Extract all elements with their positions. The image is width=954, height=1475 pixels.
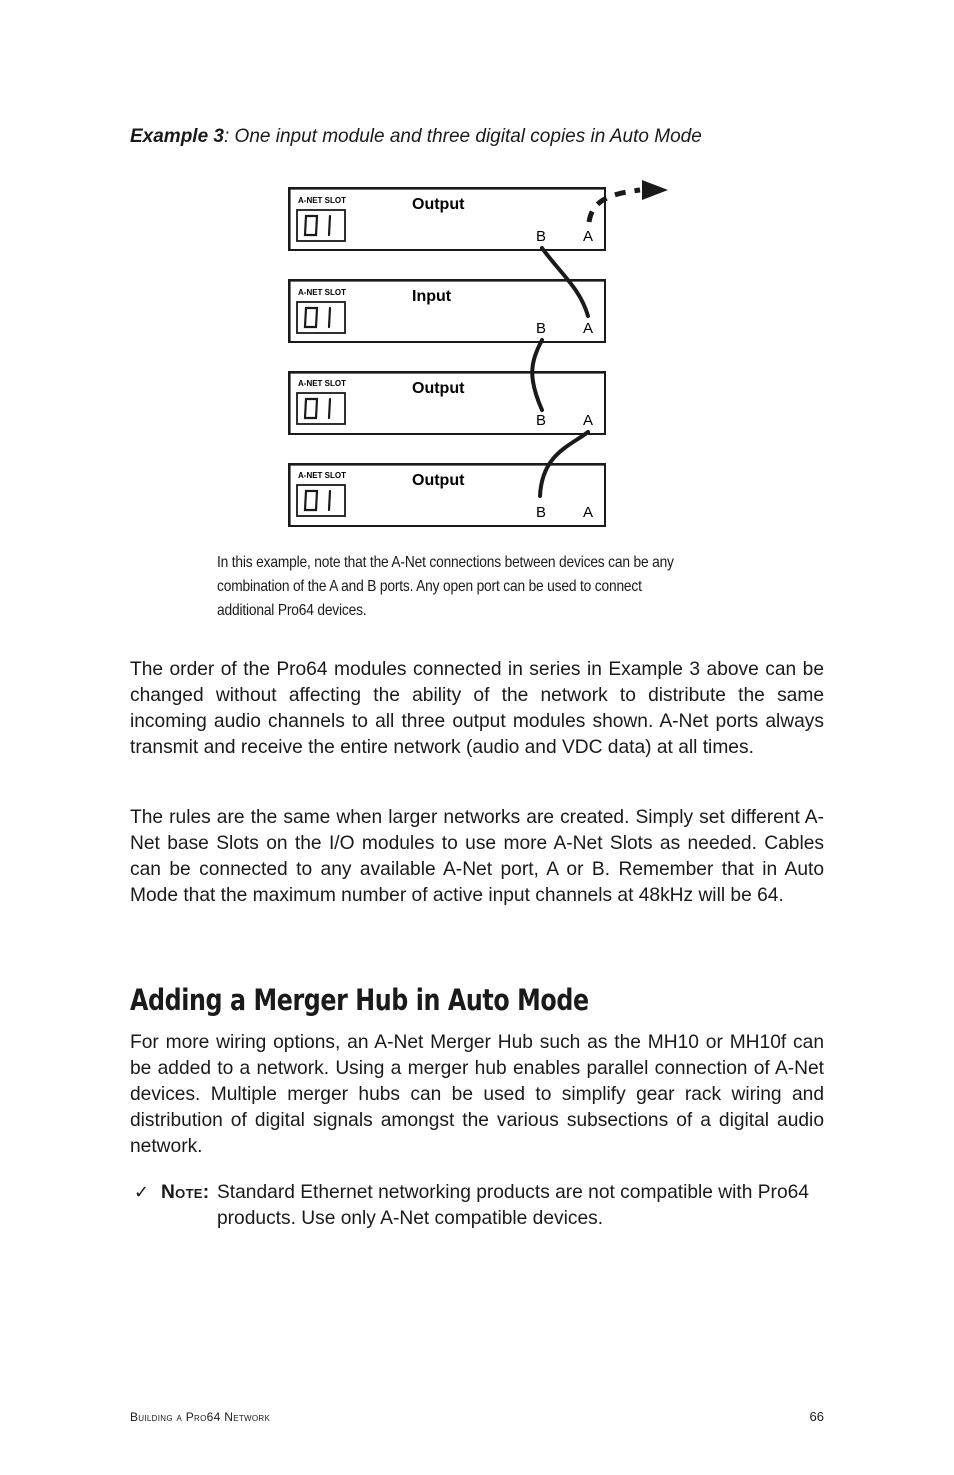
port-b-label: B [536, 228, 547, 245]
example-description: : One input module and three digital copies in Auto Mode [224, 126, 702, 147]
port-b-label: B [536, 412, 547, 429]
port-a-label: A [583, 412, 594, 429]
port-a-label: A [583, 504, 594, 521]
slot-label: A-NET SLOT [298, 379, 346, 388]
module-type-label: Input [412, 288, 452, 305]
module-2 [289, 280, 605, 342]
figure-caption [130, 126, 850, 148]
port-a-label: A [583, 320, 594, 337]
footer-section-title: Building a Pro64 Network [130, 1410, 271, 1424]
anet-connection-diagram [280, 178, 680, 534]
check-icon: ✓ [134, 1182, 150, 1203]
module-4 [289, 464, 605, 526]
body-paragraph-1: The order of the Pro64 modules connected in series in Example 3 above can be changed without affecting the ability of the network to distribute the same incoming audio channels to all three output modules shown. A-Net ports always transmit and receive the entire network (audio and VDC data) at all times. [130, 659, 824, 758]
module-3 [289, 372, 605, 434]
slot-label: A-NET SLOT [298, 288, 346, 297]
module-type-label: Output [412, 472, 465, 489]
section-paragraph: For more wiring options, an A-Net Merger Hub such as the MH10 or MH10f can be added to a network. Using a merger hub enables parallel connection of A-Net devices. Multiple merger hubs can be used to simplify gear rack wiring and distribution of digital signals amongst the various subsections of a digital audio network. [130, 1032, 824, 1157]
module-1 [289, 188, 605, 250]
arrow-head-icon [642, 180, 668, 200]
body-paragraph-2: The rules are the same when larger networks are created. Simply set different A-Net base Slots on the I/O modules to use more A-Net Slots as needed. Cables can be connected to any available A-Net port, A or B. Remember that in Auto Mode that the maximum number of active input channels at 48kHz will be 64. [130, 807, 824, 906]
note-label: Note: [161, 1182, 210, 1203]
port-b-label: B [536, 504, 547, 521]
module-type-label: Output [412, 380, 465, 397]
note-text: Standard Ethernet networking products are not compatible with Pro64 products. Use only A-Net compatible devices. [217, 1182, 809, 1229]
figure-note: In this example, note that the A-Net connections between devices can be any combination of the A and B ports. Any open port can be used to connect additional Pro64 devices. [217, 554, 674, 619]
example-label: Example 3 [130, 126, 224, 147]
port-a-label: A [583, 228, 594, 245]
slot-label: A-NET SLOT [298, 471, 346, 480]
section-heading: Adding a Merger Hub in Auto Mode [130, 983, 589, 1017]
slot-label: A-NET SLOT [298, 196, 346, 205]
module-type-label: Output [412, 196, 465, 213]
page-number: 66 [809, 1409, 824, 1424]
port-b-label: B [536, 320, 547, 337]
